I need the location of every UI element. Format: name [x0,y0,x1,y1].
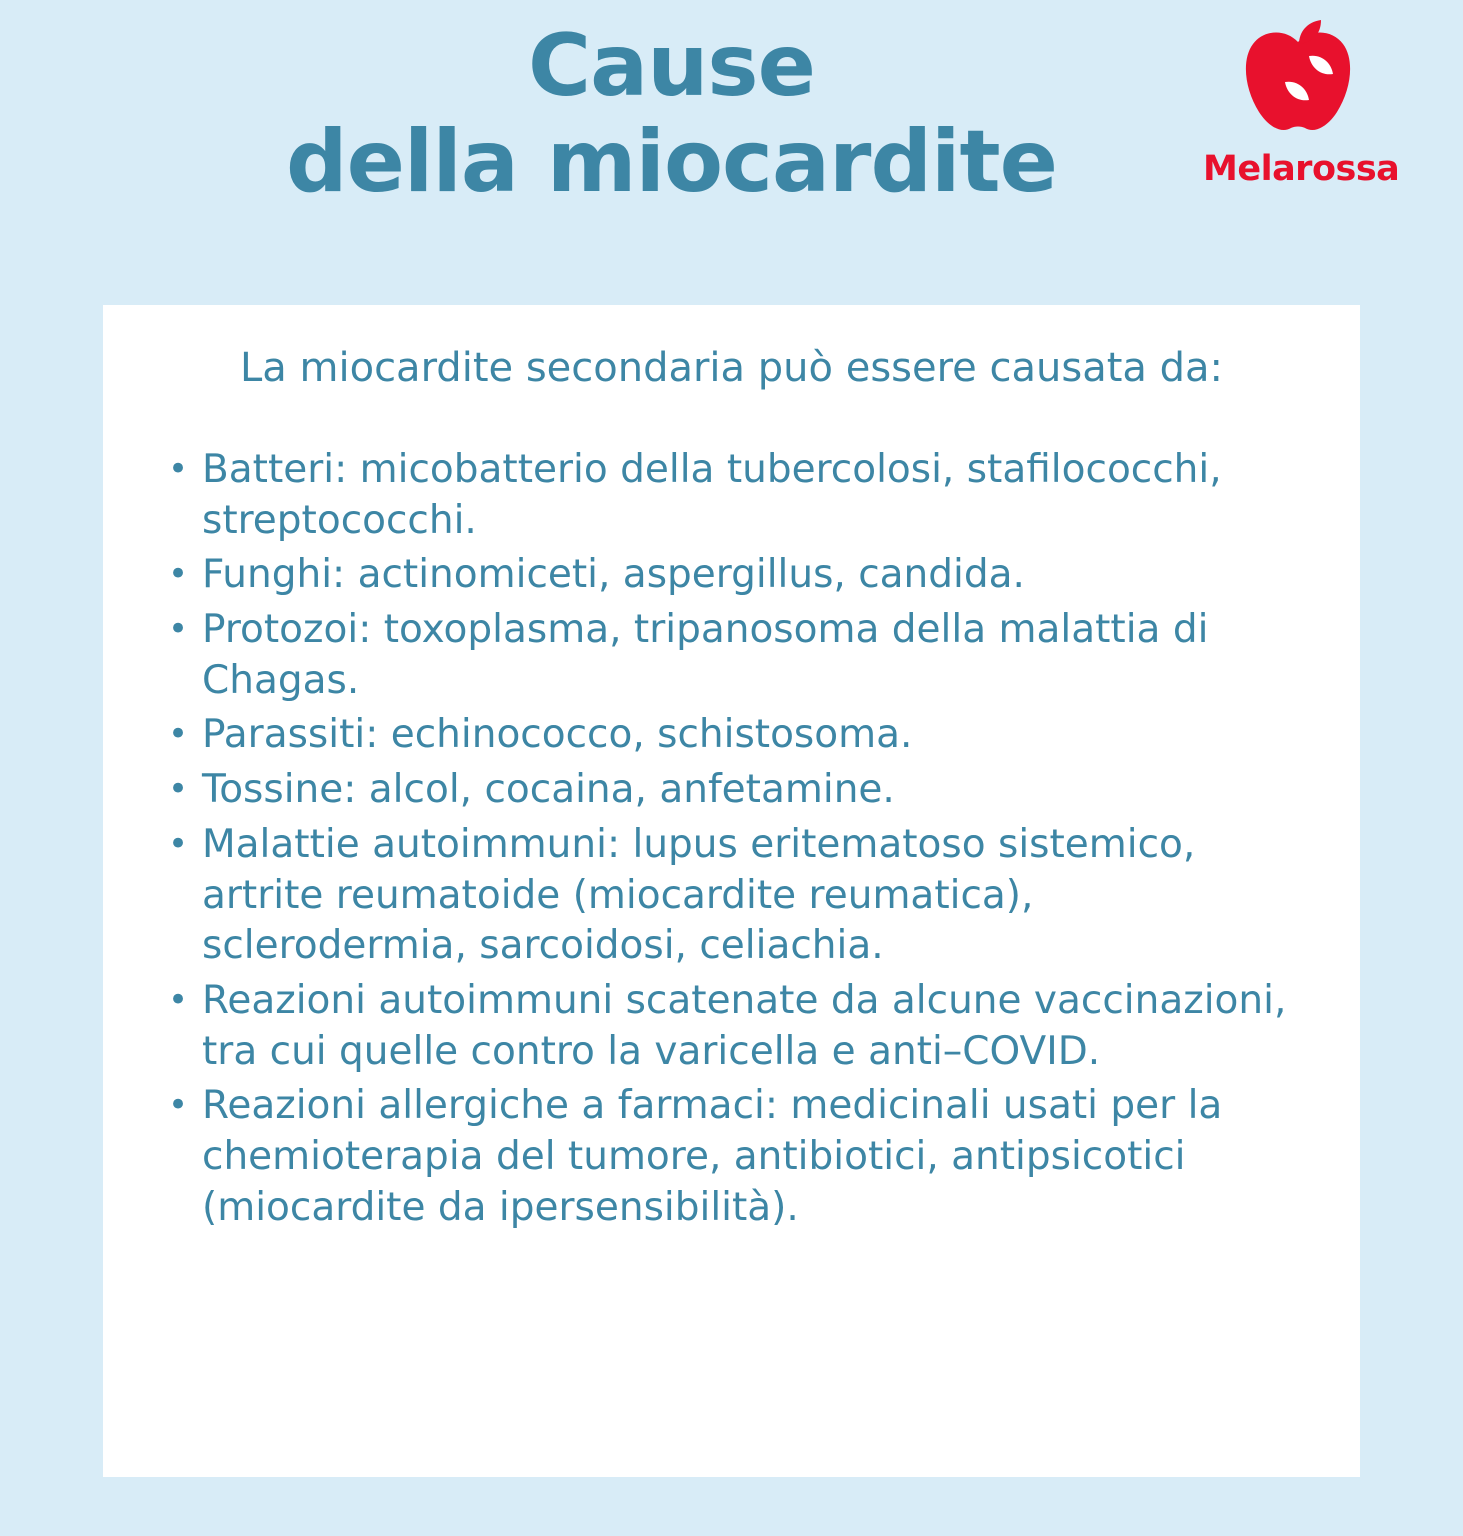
brand-logo [1203,20,1400,189]
content-card [103,305,1360,1477]
list-item: • Tossine: alcol, cocaina, anfetamine. [168,765,1310,816]
page-title-line-1: Cause [528,16,815,116]
page-title-line-2: della miocardite [286,112,1057,213]
list-item: • Protozoi: toxoplasma, tripanosoma della malattia di Chagas. [168,605,1310,706]
causes-list [143,445,1320,1233]
brand-name: Melarossa [1203,149,1400,189]
list-item: • Funghi: actinomiceti, aspergillus, candida. [168,550,1310,601]
apple-icon [1223,20,1373,145]
list-item: • Reazioni allergiche a farmaci: medicinali usati per la chemioterapia del tumore, antibiotici, antipsicotici (miocardite da ipersensibilità). [168,1081,1310,1233]
card-intro-text: La miocardite secondaria può essere causata da: [240,345,1223,391]
list-item: • Malattie autoimmuni: lupus eritematoso sistemico, artrite reumatoide (miocardite reumatica), sclerodermia, sarcoidosi, celiachia. [168,820,1310,972]
list-item: • Reazioni autoimmuni scatenate da alcune vaccinazioni, tra cui quelle contro la varicella e anti–COVID. [168,976,1310,1077]
list-item: • Parassiti: echinococco, schistosoma. [168,710,1310,761]
header [0,0,1463,270]
list-item: • Batteri: micobatterio della tubercolosi, stafilococchi, streptococchi. [168,445,1310,546]
